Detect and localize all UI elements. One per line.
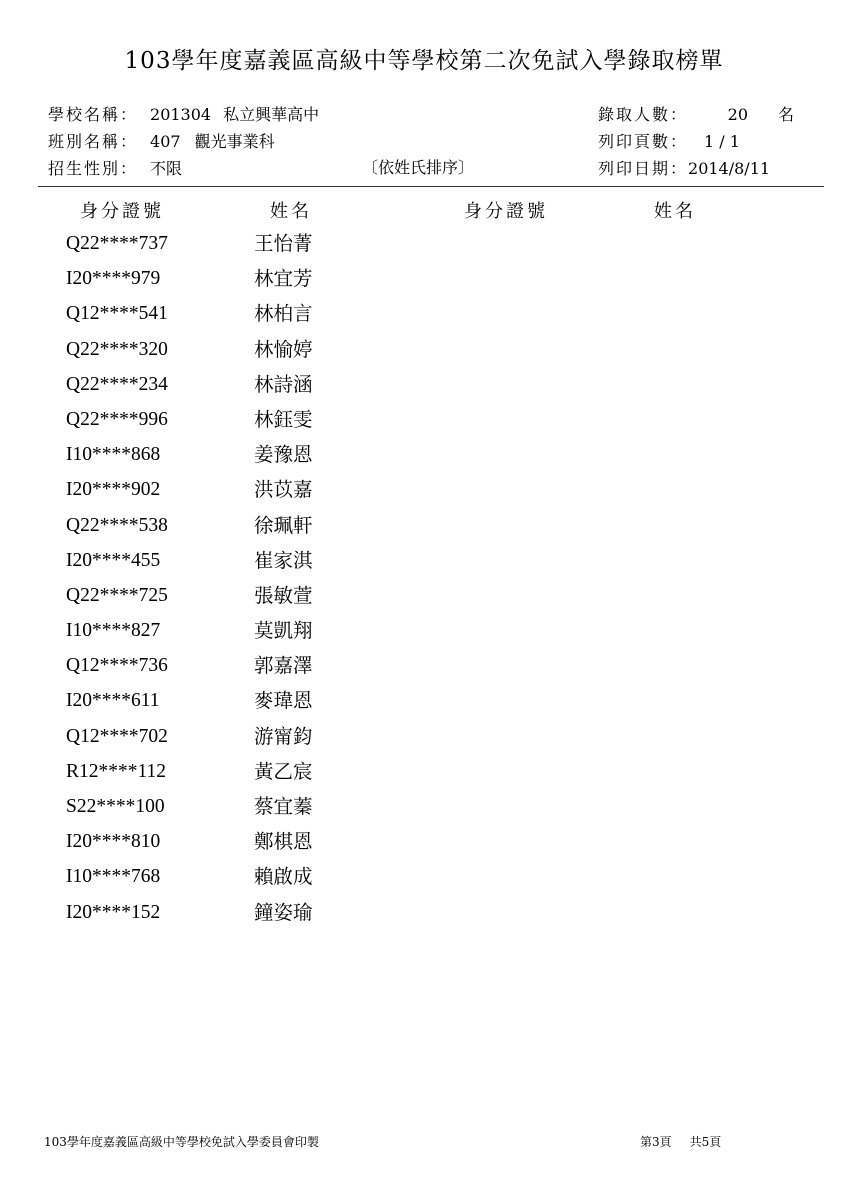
footer-pagination bbox=[640, 1133, 721, 1150]
gender-row bbox=[48, 155, 319, 182]
count-unit: 名 bbox=[778, 105, 795, 124]
list-item-id: Q22****234 bbox=[66, 373, 168, 395]
school-code: 201304 bbox=[150, 105, 212, 124]
name-column-header-left: 姓名 bbox=[270, 201, 312, 222]
header-divider bbox=[38, 186, 824, 187]
list-item-name: 鐘姿瑜 bbox=[254, 900, 313, 924]
list-item-id: R12****112 bbox=[66, 760, 167, 782]
header-info-left bbox=[48, 101, 319, 182]
date-value: 2014/8/11 bbox=[688, 159, 771, 178]
list-item-name: 林鈺雯 bbox=[254, 407, 313, 431]
class-row bbox=[48, 128, 319, 155]
list-item-name: 林愉婷 bbox=[254, 337, 313, 361]
list-item-name: 游甯鈞 bbox=[254, 724, 313, 748]
name-column-header-right: 姓名 bbox=[654, 201, 696, 222]
gender-value: 不限 bbox=[150, 159, 183, 178]
list-item-id: I20****455 bbox=[66, 549, 161, 571]
school-name: 私立興華高中 bbox=[223, 105, 320, 124]
list-item-id: Q22****320 bbox=[66, 338, 168, 360]
list-item-id: Q22****737 bbox=[66, 233, 168, 254]
list-item-name: 林宜芳 bbox=[254, 267, 313, 291]
class-code: 407 bbox=[150, 132, 181, 151]
footer-page-total: 共5頁 bbox=[689, 1135, 722, 1149]
id-column-header-right: 身分證號 bbox=[464, 201, 548, 222]
date-row bbox=[598, 155, 794, 182]
list-item-name: 黃乙宸 bbox=[254, 759, 313, 783]
list-item-id: I20****979 bbox=[66, 268, 161, 290]
list-item-id: I10****868 bbox=[66, 444, 161, 466]
list-item-name: 崔家淇 bbox=[254, 548, 313, 572]
school-row bbox=[48, 101, 319, 128]
list-item-id: I20****810 bbox=[66, 831, 161, 853]
id-column-header-left: 身分證號 bbox=[80, 201, 164, 222]
list-item-id: Q22****538 bbox=[66, 514, 168, 536]
list-item-name: 賴啟成 bbox=[254, 865, 313, 889]
list-item-id: I20****152 bbox=[66, 901, 161, 923]
class-label: 班別名稱： bbox=[48, 132, 139, 151]
list-item-name: 洪苡嘉 bbox=[254, 478, 313, 502]
pages-value: 1 / 1 bbox=[704, 132, 740, 151]
list-item-name: 莫凱翔 bbox=[254, 619, 313, 643]
class-name: 觀光事業科 bbox=[194, 132, 275, 151]
footer-page-number: 第3頁 bbox=[640, 1135, 672, 1149]
name-list bbox=[254, 226, 313, 930]
header-info-right bbox=[598, 101, 794, 182]
sort-note: 〔依姓氏排序〕 bbox=[362, 158, 475, 177]
list-item-id: I20****611 bbox=[66, 690, 160, 712]
page-title: 103學年度嘉義區高級中等學校第二次免試入學錄取榜單 bbox=[124, 48, 724, 74]
list-item-name: 蔡宜蓁 bbox=[254, 795, 313, 818]
date-label: 列印日期： bbox=[598, 159, 689, 178]
list-item-name: 姜豫恩 bbox=[254, 443, 313, 467]
pages-label: 列印頁數： bbox=[598, 132, 689, 151]
list-item-name: 鄭棋恩 bbox=[254, 830, 313, 854]
gender-label: 招生性別： bbox=[48, 159, 139, 178]
school-label: 學校名稱： bbox=[48, 105, 139, 124]
list-item-id: Q12****702 bbox=[66, 725, 168, 747]
list-item-name: 王怡菁 bbox=[254, 232, 313, 255]
list-item-name: 徐珮軒 bbox=[254, 513, 313, 537]
count-label: 錄取人數： bbox=[598, 105, 689, 124]
list-item-id: I10****768 bbox=[66, 866, 161, 888]
list-item-id: I10****827 bbox=[66, 620, 161, 642]
list-item-name: 麥瑋恩 bbox=[254, 689, 313, 713]
list-item-name: 林詩涵 bbox=[254, 372, 313, 396]
list-item-name: 郭嘉澤 bbox=[254, 654, 313, 678]
list-item-id: Q12****736 bbox=[66, 655, 168, 677]
pages-row bbox=[598, 128, 794, 155]
list-item-name: 張敏萱 bbox=[254, 583, 313, 607]
id-list bbox=[66, 226, 168, 930]
list-item-id: Q22****725 bbox=[66, 584, 168, 606]
list-item-id: S22****100 bbox=[66, 796, 165, 817]
count-row bbox=[598, 101, 794, 128]
count-value: 20 bbox=[727, 105, 749, 124]
list-item-id: I20****902 bbox=[66, 479, 161, 501]
list-item-id: Q12****541 bbox=[66, 303, 168, 325]
list-item-id: Q22****996 bbox=[66, 408, 168, 430]
list-item-name: 林柏言 bbox=[254, 302, 313, 326]
footer-issuer: 103學年度嘉義區高級中等學校免試入學委員會印製 bbox=[44, 1135, 319, 1149]
